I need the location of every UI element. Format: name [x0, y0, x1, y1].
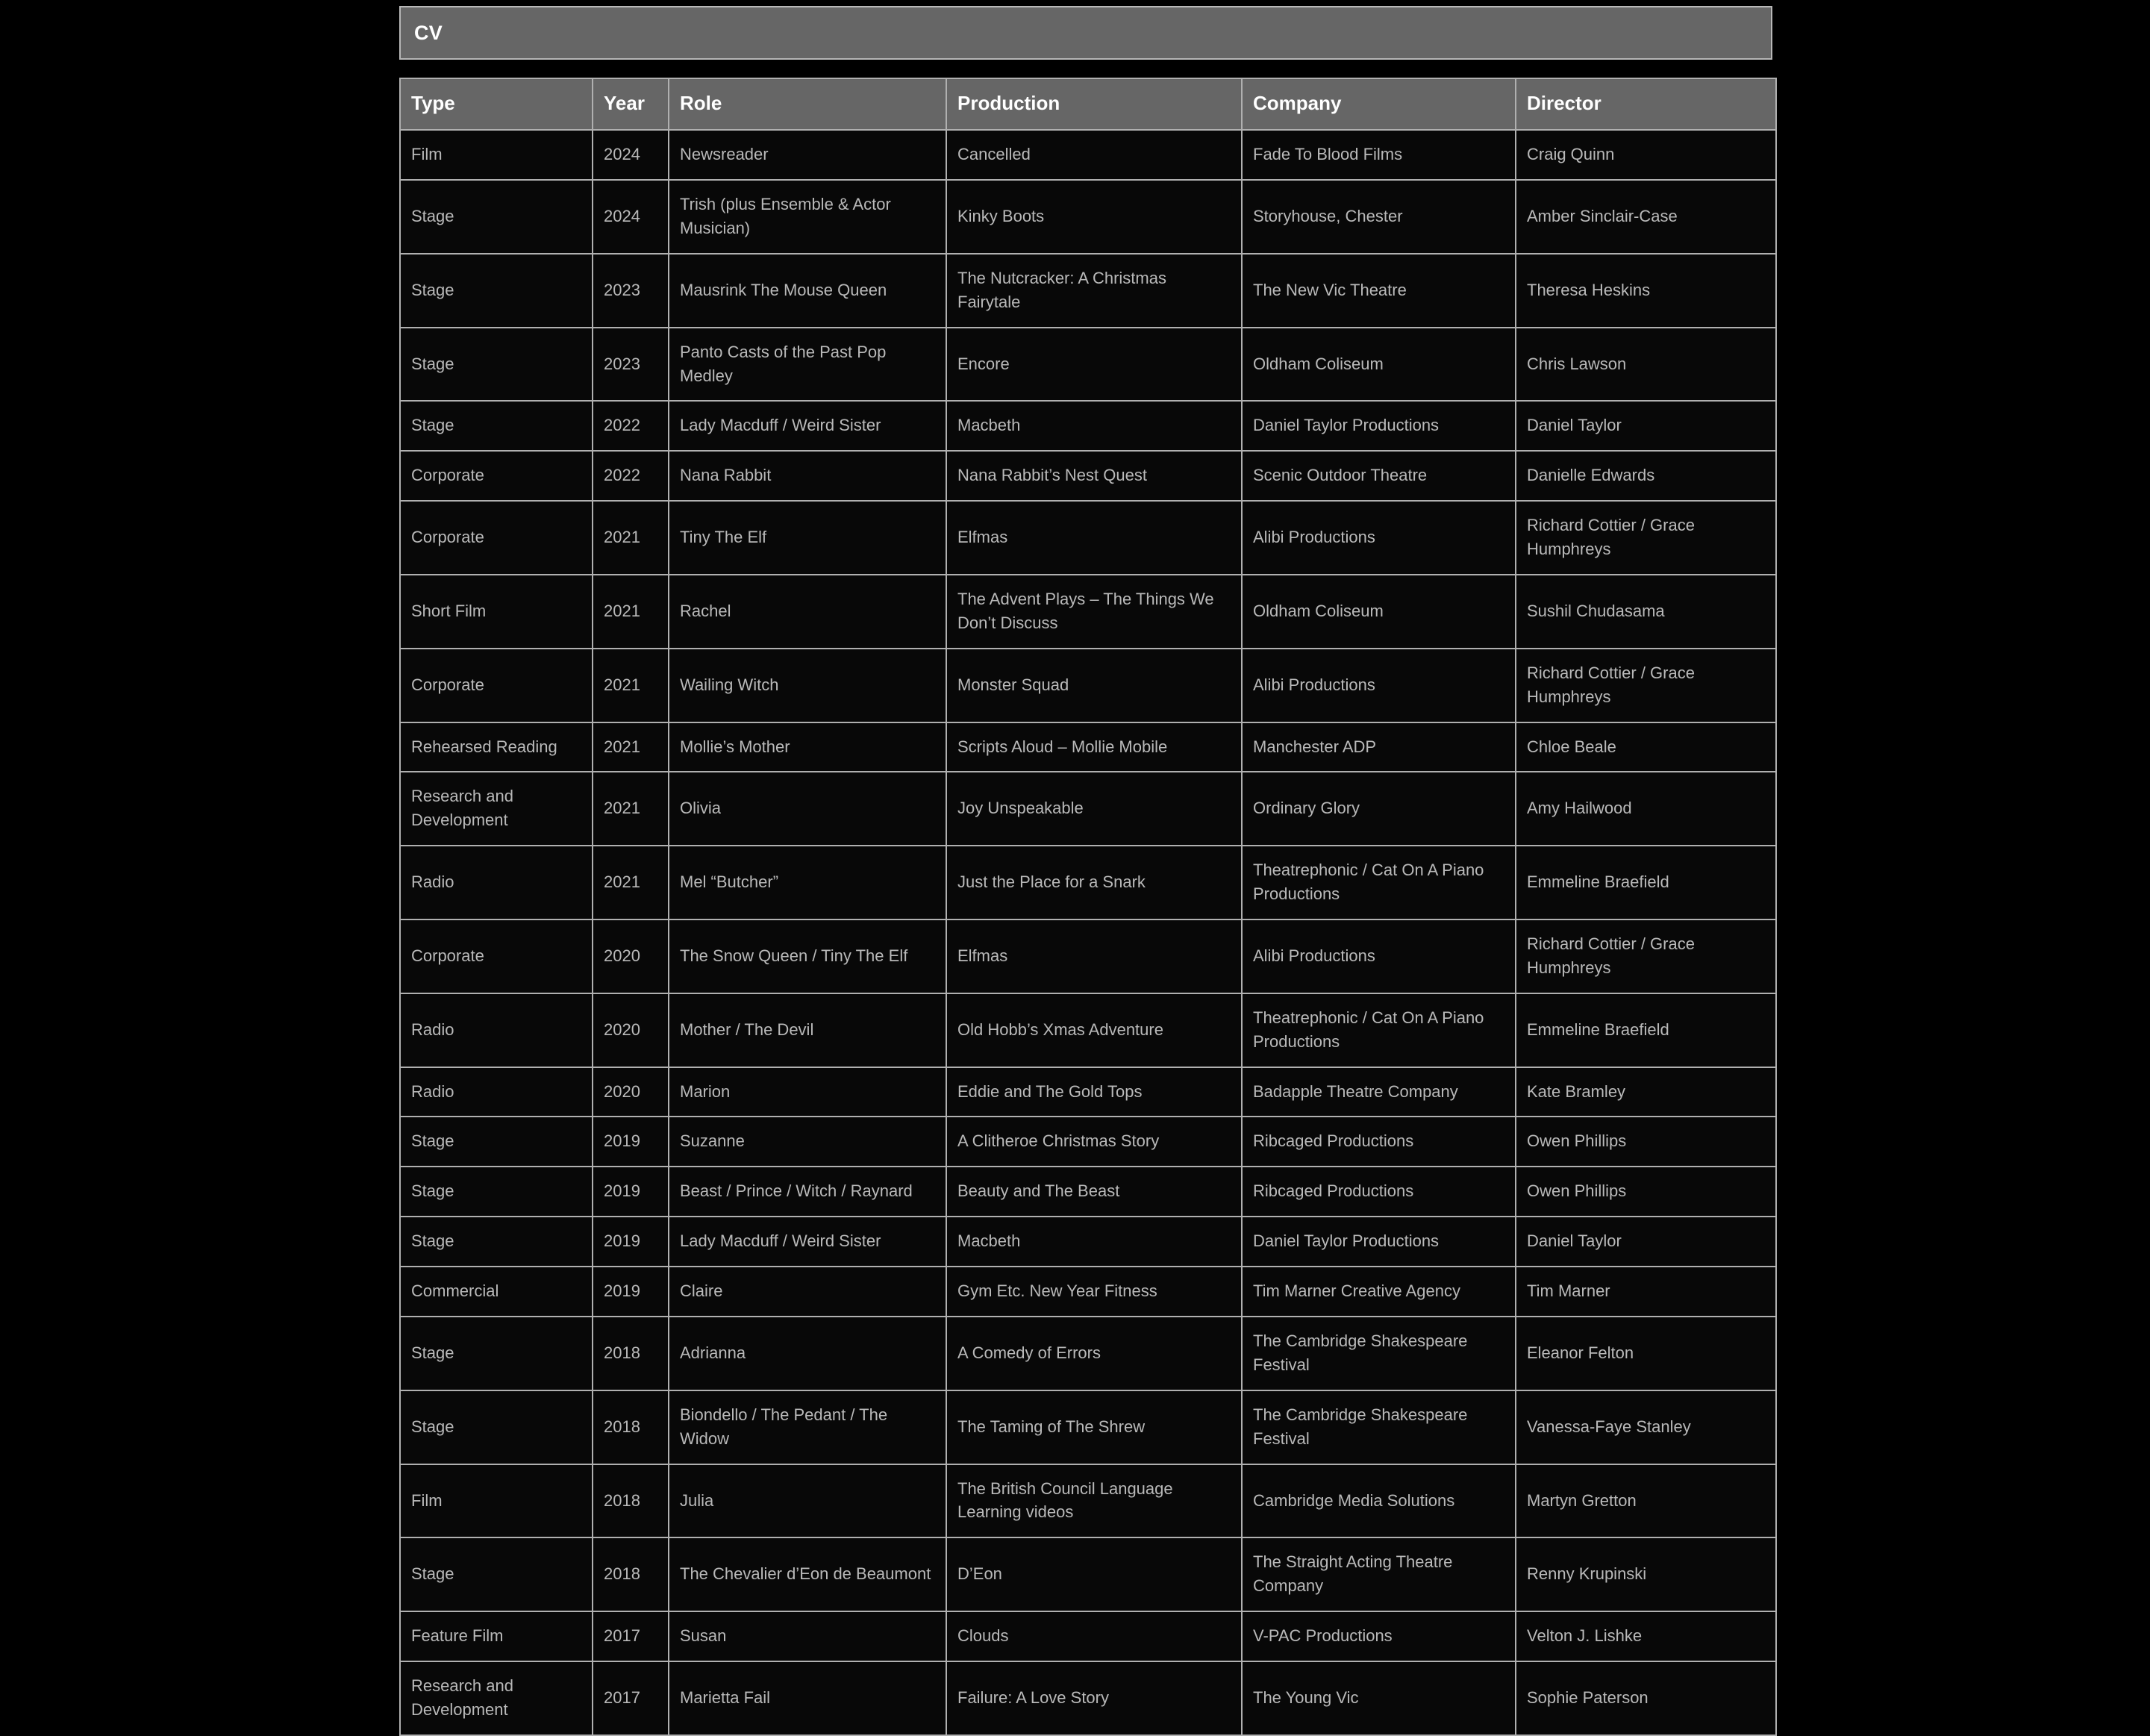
cell-role: Lady Macduff / Weird Sister [669, 1217, 946, 1267]
cell-type: Rehearsed Reading [400, 722, 593, 772]
cell-company: Badapple Theatre Company [1242, 1067, 1516, 1117]
cell-year: 2021 [593, 846, 669, 919]
cell-year: 2019 [593, 1267, 669, 1317]
column-header-company[interactable]: Company [1242, 78, 1516, 130]
cell-director: Amy Hailwood [1516, 772, 1776, 846]
cell-director: Sushil Chudasama [1516, 575, 1776, 649]
column-header-type[interactable]: Type [400, 78, 593, 130]
cell-role: Julia [669, 1464, 946, 1538]
cell-year: 2024 [593, 130, 669, 180]
cell-year: 2023 [593, 254, 669, 328]
cell-type: Corporate [400, 919, 593, 993]
cell-company: Daniel Taylor Productions [1242, 401, 1516, 451]
column-header-production[interactable]: Production [946, 78, 1242, 130]
cell-type: Feature Film [400, 1611, 593, 1661]
cv-table-head [400, 78, 1776, 130]
cell-director: Sophie Paterson [1516, 1661, 1776, 1735]
cell-director: Emmeline Braefield [1516, 846, 1776, 919]
table-row [400, 1661, 1776, 1735]
cell-company: The Cambridge Shakespeare Festival [1242, 1390, 1516, 1464]
table-row [400, 1117, 1776, 1167]
cell-director: Kate Bramley [1516, 1067, 1776, 1117]
cell-director: Tim Marner [1516, 1267, 1776, 1317]
cell-role: Marion [669, 1067, 946, 1117]
cell-production: Monster Squad [946, 649, 1242, 722]
cell-role: Beast / Prince / Witch / Raynard [669, 1167, 946, 1217]
cell-role: Mausrink The Mouse Queen [669, 254, 946, 328]
cell-role: Marietta Fail [669, 1661, 946, 1735]
cell-production: Kinky Boots [946, 180, 1242, 254]
cell-director: Craig Quinn [1516, 130, 1776, 180]
table-row [400, 1317, 1776, 1390]
cell-production: Elfmas [946, 501, 1242, 575]
cell-role: Trish (plus Ensemble & Actor Musician) [669, 180, 946, 254]
cell-production: Nana Rabbit’s Nest Quest [946, 451, 1242, 501]
cell-director: Richard Cottier / Grace Humphreys [1516, 919, 1776, 993]
cell-role: Newsreader [669, 130, 946, 180]
cell-type: Commercial [400, 1267, 593, 1317]
cell-company: Scenic Outdoor Theatre [1242, 451, 1516, 501]
cell-year: 2024 [593, 180, 669, 254]
cell-company: Alibi Productions [1242, 919, 1516, 993]
cell-director: Richard Cottier / Grace Humphreys [1516, 649, 1776, 722]
cell-production: Macbeth [946, 1217, 1242, 1267]
table-row [400, 919, 1776, 993]
cell-director: Vanessa-Faye Stanley [1516, 1390, 1776, 1464]
cell-company: Theatrephonic / Cat On A Piano Productions [1242, 846, 1516, 919]
cv-section-header [399, 6, 1772, 60]
cell-director: Danielle Edwards [1516, 451, 1776, 501]
cell-company: V-PAC Productions [1242, 1611, 1516, 1661]
cell-production: Cancelled [946, 130, 1242, 180]
cell-production: Clouds [946, 1611, 1242, 1661]
cell-type: Stage [400, 1117, 593, 1167]
cell-production: Scripts Aloud – Mollie Mobile [946, 722, 1242, 772]
table-row [400, 1537, 1776, 1611]
cell-year: 2018 [593, 1390, 669, 1464]
cell-type: Stage [400, 180, 593, 254]
cell-company: Oldham Coliseum [1242, 328, 1516, 402]
cell-role: Adrianna [669, 1317, 946, 1390]
cell-role: Biondello / The Pedant / The Widow [669, 1390, 946, 1464]
cell-production: Failure: A Love Story [946, 1661, 1242, 1735]
cell-year: 2019 [593, 1217, 669, 1267]
cell-role: Mel “Butcher” [669, 846, 946, 919]
cell-director: Emmeline Braefield [1516, 993, 1776, 1067]
cell-type: Radio [400, 846, 593, 919]
cell-production: Joy Unspeakable [946, 772, 1242, 846]
cell-year: 2021 [593, 722, 669, 772]
cell-director: Owen Phillips [1516, 1167, 1776, 1217]
column-header-year[interactable]: Year [593, 78, 669, 130]
cell-type: Radio [400, 993, 593, 1067]
cell-role: The Snow Queen / Tiny The Elf [669, 919, 946, 993]
table-row [400, 1167, 1776, 1217]
table-row [400, 130, 1776, 180]
cell-year: 2020 [593, 919, 669, 993]
cell-role: Lady Macduff / Weird Sister [669, 401, 946, 451]
cell-role: Susan [669, 1611, 946, 1661]
cell-company: Tim Marner Creative Agency [1242, 1267, 1516, 1317]
cell-production: Elfmas [946, 919, 1242, 993]
cell-company: Oldham Coliseum [1242, 575, 1516, 649]
cell-role: Panto Casts of the Past Pop Medley [669, 328, 946, 402]
cell-company: Storyhouse, Chester [1242, 180, 1516, 254]
table-row [400, 501, 1776, 575]
cell-type: Corporate [400, 451, 593, 501]
table-row [400, 846, 1776, 919]
cell-role: Nana Rabbit [669, 451, 946, 501]
cell-company: The New Vic Theatre [1242, 254, 1516, 328]
cell-year: 2022 [593, 451, 669, 501]
table-row [400, 401, 1776, 451]
cell-year: 2018 [593, 1317, 669, 1390]
cell-director: Amber Sinclair-Case [1516, 180, 1776, 254]
cell-role: Suzanne [669, 1117, 946, 1167]
cell-role: Mother / The Devil [669, 993, 946, 1067]
cell-type: Stage [400, 328, 593, 402]
table-row [400, 1217, 1776, 1267]
cv-section-title: CV [414, 21, 443, 44]
cv-table-header-row [400, 78, 1776, 130]
cell-type: Corporate [400, 649, 593, 722]
cell-type: Film [400, 1464, 593, 1538]
cell-year: 2022 [593, 401, 669, 451]
cell-type: Stage [400, 254, 593, 328]
cv-table [399, 78, 1777, 1736]
cell-production: The Nutcracker: A Christmas Fairytale [946, 254, 1242, 328]
cell-year: 2021 [593, 772, 669, 846]
cell-type: Research and Development [400, 1661, 593, 1735]
cell-company: Alibi Productions [1242, 649, 1516, 722]
cell-year: 2019 [593, 1117, 669, 1167]
cell-production: Old Hobb’s Xmas Adventure [946, 993, 1242, 1067]
table-row [400, 1390, 1776, 1464]
table-row [400, 180, 1776, 254]
cell-company: Ribcaged Productions [1242, 1167, 1516, 1217]
cell-role: Wailing Witch [669, 649, 946, 722]
cell-year: 2021 [593, 649, 669, 722]
cell-director: Velton J. Lishke [1516, 1611, 1776, 1661]
cell-production: A Comedy of Errors [946, 1317, 1242, 1390]
cell-year: 2017 [593, 1661, 669, 1735]
cell-type: Stage [400, 1317, 593, 1390]
cell-director: Chloe Beale [1516, 722, 1776, 772]
cell-production: A Clitheroe Christmas Story [946, 1117, 1242, 1167]
table-row [400, 993, 1776, 1067]
cell-year: 2020 [593, 1067, 669, 1117]
cell-director: Daniel Taylor [1516, 1217, 1776, 1267]
cell-role: Mollie’s Mother [669, 722, 946, 772]
table-row [400, 1267, 1776, 1317]
cell-director: Richard Cottier / Grace Humphreys [1516, 501, 1776, 575]
cell-type: Stage [400, 1537, 593, 1611]
cell-year: 2020 [593, 993, 669, 1067]
cell-role: Claire [669, 1267, 946, 1317]
cell-role: Tiny The Elf [669, 501, 946, 575]
cell-year: 2023 [593, 328, 669, 402]
cell-year: 2018 [593, 1537, 669, 1611]
cell-type: Film [400, 130, 593, 180]
cell-production: Gym Etc. New Year Fitness [946, 1267, 1242, 1317]
cell-year: 2021 [593, 575, 669, 649]
cell-director: Owen Phillips [1516, 1117, 1776, 1167]
cell-role: The Chevalier d’Eon de Beaumont [669, 1537, 946, 1611]
cell-company: Manchester ADP [1242, 722, 1516, 772]
cell-company: Alibi Productions [1242, 501, 1516, 575]
cell-year: 2018 [593, 1464, 669, 1538]
cell-company: The Straight Acting Theatre Company [1242, 1537, 1516, 1611]
cell-production: Eddie and The Gold Tops [946, 1067, 1242, 1117]
cell-director: Renny Krupinski [1516, 1537, 1776, 1611]
cell-company: The Young Vic [1242, 1661, 1516, 1735]
cell-type: Stage [400, 401, 593, 451]
cell-type: Corporate [400, 501, 593, 575]
cell-type: Short Film [400, 575, 593, 649]
cell-role: Rachel [669, 575, 946, 649]
cell-director: Daniel Taylor [1516, 401, 1776, 451]
cell-production: Macbeth [946, 401, 1242, 451]
table-row [400, 649, 1776, 722]
table-row [400, 254, 1776, 328]
cell-company: Theatrephonic / Cat On A Piano Productions [1242, 993, 1516, 1067]
cell-company: Cambridge Media Solutions [1242, 1464, 1516, 1538]
cell-company: Daniel Taylor Productions [1242, 1217, 1516, 1267]
cell-production: The Taming of The Shrew [946, 1390, 1242, 1464]
cell-company: Ribcaged Productions [1242, 1117, 1516, 1167]
table-row [400, 1611, 1776, 1661]
table-row [400, 1067, 1776, 1117]
cell-year: 2019 [593, 1167, 669, 1217]
cell-year: 2017 [593, 1611, 669, 1661]
cell-company: Fade To Blood Films [1242, 130, 1516, 180]
table-row [400, 575, 1776, 649]
table-row [400, 772, 1776, 846]
cell-year: 2021 [593, 501, 669, 575]
cell-production: The Advent Plays – The Things We Don’t Discuss [946, 575, 1242, 649]
cell-production: The British Council Language Learning videos [946, 1464, 1242, 1538]
cell-production: D’Eon [946, 1537, 1242, 1611]
column-header-director[interactable]: Director [1516, 78, 1776, 130]
cell-director: Martyn Gretton [1516, 1464, 1776, 1538]
cell-company: Ordinary Glory [1242, 772, 1516, 846]
table-row [400, 722, 1776, 772]
cell-director: Eleanor Felton [1516, 1317, 1776, 1390]
cell-company: The Cambridge Shakespeare Festival [1242, 1317, 1516, 1390]
table-row [400, 328, 1776, 402]
table-row [400, 451, 1776, 501]
cell-type: Research and Development [400, 772, 593, 846]
cv-table-container [399, 78, 1775, 1736]
cell-director: Theresa Heskins [1516, 254, 1776, 328]
cell-type: Radio [400, 1067, 593, 1117]
cell-production: Beauty and The Beast [946, 1167, 1242, 1217]
cell-production: Encore [946, 328, 1242, 402]
cell-type: Stage [400, 1217, 593, 1267]
cell-director: Chris Lawson [1516, 328, 1776, 402]
cv-table-body [400, 130, 1776, 1735]
table-row [400, 1464, 1776, 1538]
cell-type: Stage [400, 1390, 593, 1464]
cell-type: Stage [400, 1167, 593, 1217]
cell-role: Olivia [669, 772, 946, 846]
cell-production: Just the Place for a Snark [946, 846, 1242, 919]
column-header-role[interactable]: Role [669, 78, 946, 130]
